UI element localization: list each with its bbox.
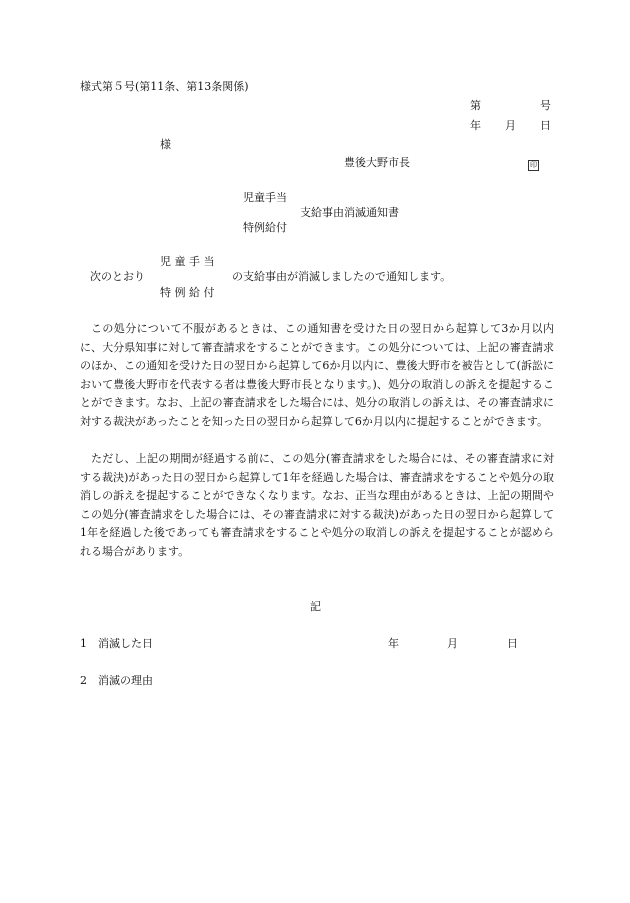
instructions-paragraph-2: ただし、上記の期間が経過する前に、この処分(審査請求をした場合には、その審査請求に対する裁決)があった日の翌日から起算して1年を経過した場合は、審査請求をすることや処分の取消しの訴えを提起することができなくなります。なお、正当な理由があるときは、上記の期間やこの処分(審査請求をした場合には、その審査請求に対する裁決)があった日の翌日から起算して1年を経過した後であっても審査請求をすることや処分の取消しの訴えを提起することが認められる場合があります。: [80, 452, 554, 558]
instructions-paragraph-1: この処分について不服があるときは、この通知書を受けた日の翌日から起算して3か月以内に、大分県知事に対して審査請求をすることができます。この処分については、上記の審査請求のほか、この通知を受けた日の翌日から起算して6か月以内に、豊後大野市を被告として(訴訟において豊後大野市を代表する者は豊後大野市長となります。)、処分の取消しの訴えを提起することができます。なお、上記の審査請求をした場合には、処分の取消しの訴えは、その審査請求に対する裁決があったことを知った日の翌日から起算して6か月以内に提起することができます。: [80, 322, 554, 428]
item-1-day: 日: [507, 637, 518, 650]
form-number: 様式第５号(第11条、第13条関係): [80, 80, 249, 93]
title-line-1: 児童手当: [243, 191, 287, 204]
seal-icon: 印: [530, 161, 537, 169]
seal-mark: [528, 157, 539, 171]
item-1-label: 1 消滅した日: [80, 637, 153, 650]
record-heading: 記: [310, 600, 321, 613]
item-1-month: 月: [447, 637, 458, 650]
date-month: 月: [505, 119, 516, 132]
addressee-suffix: 様: [160, 138, 171, 151]
number-suffix: 号: [540, 99, 551, 112]
title-line-3: 特例給付: [243, 221, 287, 234]
title-line-2: 支給事由消滅通知書: [300, 206, 399, 219]
item-1-year: 年: [388, 637, 399, 650]
notice-lead: 次のとおり: [90, 270, 145, 283]
notice-tail: の支給事由が消滅しましたので通知します。: [232, 270, 452, 283]
number-prefix: 第: [470, 99, 481, 112]
notice-option-1: 児 童 手 当: [160, 255, 215, 268]
item-2-label: 2 消滅の理由: [80, 674, 153, 687]
date-year: 年: [470, 119, 481, 132]
notice-option-2: 特 例 給 付: [160, 286, 215, 299]
date-day: 日: [540, 119, 551, 132]
issuer: 豊後大野市長: [344, 156, 410, 169]
